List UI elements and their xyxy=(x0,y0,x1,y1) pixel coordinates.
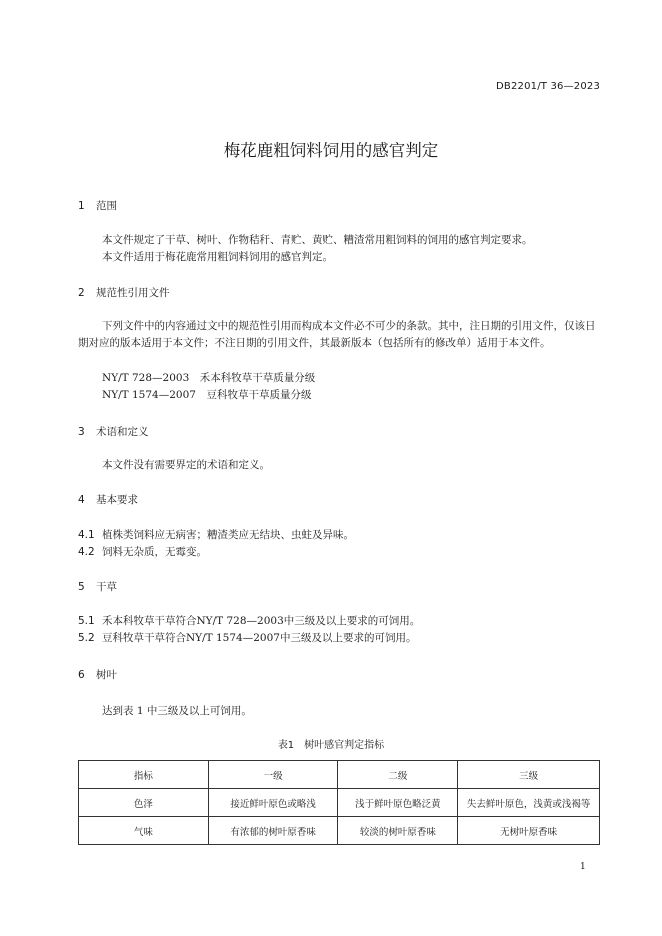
table-header-cell: 三级 xyxy=(458,761,600,789)
section-number: 6 xyxy=(78,669,85,681)
paragraph: 本文件没有需要界定的术语和定义。 xyxy=(102,459,270,471)
section-number: 2 xyxy=(78,287,85,299)
clause-number: 5.1 xyxy=(78,615,95,627)
clause-text: 禾本科牧草干草符合NY/T 728—2003中三级及以上要求的可饲用。 xyxy=(102,615,421,627)
section-number: 4 xyxy=(78,494,85,506)
section-title: 树叶 xyxy=(96,669,117,681)
table-cell: 浅于鲜叶原色略泛黄 xyxy=(338,789,458,817)
clause xyxy=(78,630,416,645)
section-number: 1 xyxy=(78,200,85,212)
section-title: 基本要求 xyxy=(96,494,138,506)
clause-text: 植株类饲料应无病害；糟渣类应无结块、虫蛀及异味。 xyxy=(102,529,354,541)
clause-number: 4.1 xyxy=(78,529,95,541)
clause xyxy=(78,544,207,559)
clause-text: 豆科牧草干草符合NY/T 1574—2007中三级及以上要求的可饲用。 xyxy=(102,632,417,644)
table-cell: 接近鲜叶原色或略浅 xyxy=(208,789,338,817)
table-cell: 失去鲜叶原色，浅黄或浅褐等 xyxy=(458,789,600,817)
section-3-heading xyxy=(78,424,149,439)
paragraph: 达到表 1 中三级及以上可饲用。 xyxy=(102,705,252,717)
section-number: 5 xyxy=(78,581,85,593)
table-cell: 气味 xyxy=(79,817,209,845)
table-row xyxy=(79,789,600,817)
section-title: 规范性引用文件 xyxy=(96,287,170,299)
table-cell: 有浓郁的树叶原香味 xyxy=(208,817,338,845)
table-row xyxy=(79,817,600,845)
paragraph: 下列文件中的内容通过文中的规范性引用而构成本文件必不可少的条款。其中，注日期的引用文件，仅该日期对应的版本适用于本文件；不注日期的引用文件，其最新版本（包括所有的修改单）适用于本文件。 xyxy=(78,320,596,349)
table-header-cell: 指标 xyxy=(79,761,209,789)
section-number: 3 xyxy=(78,426,85,438)
table-cell: 较淡的树叶原香味 xyxy=(338,817,458,845)
clause-number: 5.2 xyxy=(78,632,95,644)
clause-text: 饲料无杂质，无霉变。 xyxy=(102,546,207,558)
table-header-cell: 一级 xyxy=(208,761,338,789)
table-cell: 无树叶原香味 xyxy=(458,817,600,845)
table-header-cell: 二级 xyxy=(338,761,458,789)
section-5-heading xyxy=(78,579,117,594)
section-1-heading xyxy=(78,198,117,213)
clause xyxy=(78,527,354,542)
table-header-row xyxy=(79,761,600,789)
section-2-heading xyxy=(78,285,170,300)
reference-item: NY/T 728—2003 禾本科牧草干草质量分级 xyxy=(102,372,316,384)
criteria-table xyxy=(78,760,600,845)
reference-item: NY/T 1574—2007 豆科牧草干草质量分级 xyxy=(102,389,312,401)
table-cell: 色泽 xyxy=(79,789,209,817)
section-title: 范围 xyxy=(96,200,117,212)
section-title: 术语和定义 xyxy=(96,426,149,438)
section-6-heading xyxy=(78,667,117,682)
document-code: DB2201/T 36—2023 xyxy=(496,81,601,92)
paragraph: 本文件适用于梅花鹿常用粗饲料饲用的感官判定。 xyxy=(102,251,333,263)
section-title: 干草 xyxy=(96,581,117,593)
clause-number: 4.2 xyxy=(78,546,95,558)
clause xyxy=(78,613,420,628)
page-number: 1 xyxy=(580,862,586,872)
document-title: 梅花鹿粗饲料饲用的感官判定 xyxy=(223,141,439,160)
section-4-heading xyxy=(78,492,138,507)
paragraph: 本文件规定了干草、树叶、作物秸秆、青贮、黄贮、糟渣常用粗饲料的饲用的感官判定要求。 xyxy=(102,234,533,246)
table-caption: 表1 树叶感官判定指标 xyxy=(277,740,385,751)
